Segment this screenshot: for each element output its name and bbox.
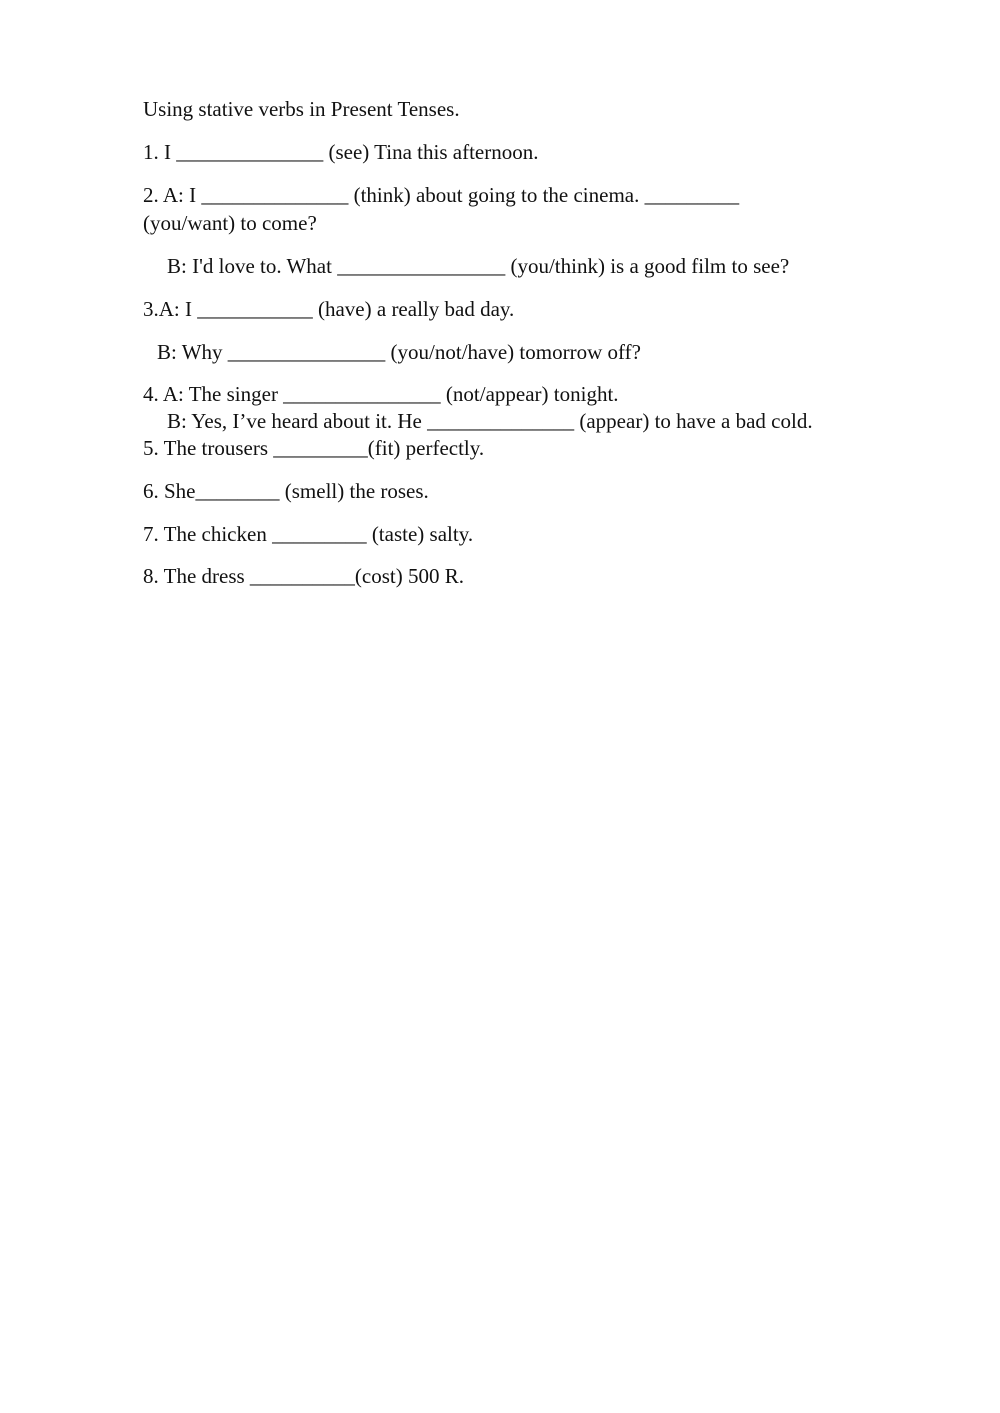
exercise-line-3a: 3.A: I ___________ (have) a really bad day. [143, 297, 515, 321]
exercise-line-3b: B: Why _______________ (you/not/have) tomorrow off? [157, 340, 641, 364]
worksheet-title: Using stative verbs in Present Tenses. [143, 97, 460, 121]
exercise-line-2a-cont: (you/want) to come? [143, 211, 317, 235]
exercise-line-7: 7. The chicken _________ (taste) salty. [143, 522, 474, 546]
exercise-line-1: 1. I ______________ (see) Tina this afternoon. [143, 140, 539, 164]
exercise-line-2b: B: I'd love to. What ________________ (you/think) is a good film to see? [167, 254, 790, 278]
exercise-line-4a: 4. A: The singer _______________ (not/appear) tonight. [143, 382, 619, 406]
exercise-line-2a: 2. A: I ______________ (think) about going to the cinema. _________ [143, 183, 740, 207]
exercise-line-8: 8. The dress __________(cost) 500 R. [143, 564, 464, 588]
exercise-line-6: 6. She________ (smell) the roses. [143, 479, 429, 503]
exercise-line-4b: B: Yes, I’ve heard about it. He ______________ (appear) to have a bad cold. [167, 409, 813, 433]
exercise-line-5: 5. The trousers _________(fit) perfectly. [143, 436, 485, 460]
